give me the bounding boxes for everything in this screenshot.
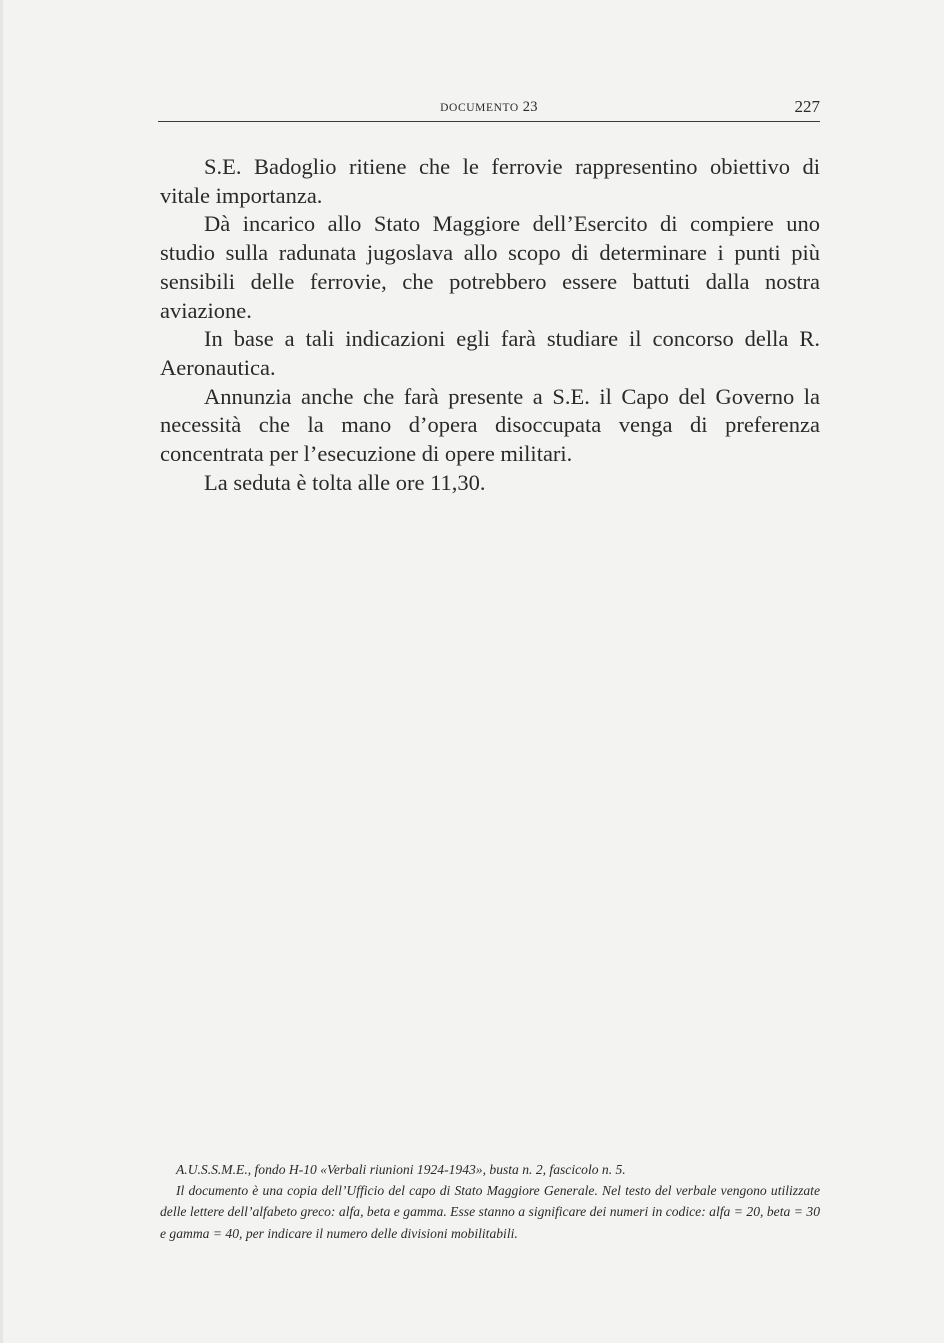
body-paragraph: S.E. Badoglio ritiene che le ferrovie rappresentino obiettivo di vitale importanza. bbox=[160, 154, 820, 208]
document-body bbox=[160, 153, 820, 497]
body-paragraph: In base a tali indicazioni egli farà studiare il concorso della R. Aeronautica. bbox=[160, 326, 820, 380]
body-paragraph: La seduta è tolta alle ore 11,30. bbox=[204, 469, 486, 495]
source-note: A.U.S.S.M.E., fondo H-10 «Verbali riunioni 1924-1943», busta n. 2, fascicolo n. 5. bbox=[176, 1162, 626, 1177]
page-number: 227 bbox=[794, 97, 820, 116]
commentary-note: Il documento è una copia dell’Ufficio del capo di Stato Maggiore Generale. Nel testo del verbale vengono utilizzate delle lettere dell’alfabeto greco: alfa, beta e gamma. Esse stanno a significare dei numeri in codice: alfa = 20, beta = 30 e gamma = 40, per indicare il numero delle divisioni mobilitabili. bbox=[160, 1183, 820, 1241]
running-head-number: 23 bbox=[522, 99, 538, 115]
body-paragraph: Dà incarico allo Stato Maggiore dell’Esercito di compiere uno studio sulla radunata jugoslava allo scopo di determinare i punti più sensibili delle ferrovie, che potrebbero essere battuti dalla nostra aviazione. bbox=[160, 211, 820, 323]
footnotes bbox=[160, 1159, 820, 1244]
running-head-title bbox=[158, 99, 820, 116]
running-head bbox=[158, 99, 820, 122]
body-paragraph: Annunzia anche che farà presente a S.E. il Capo del Governo la necessità che la mano d’opera disoccupata venga di preferenza concentrata per l’esecuzione di opere militari. bbox=[160, 383, 820, 467]
page-edge bbox=[0, 0, 3, 1343]
running-head-prefix: DOCUMENTO bbox=[440, 102, 519, 114]
